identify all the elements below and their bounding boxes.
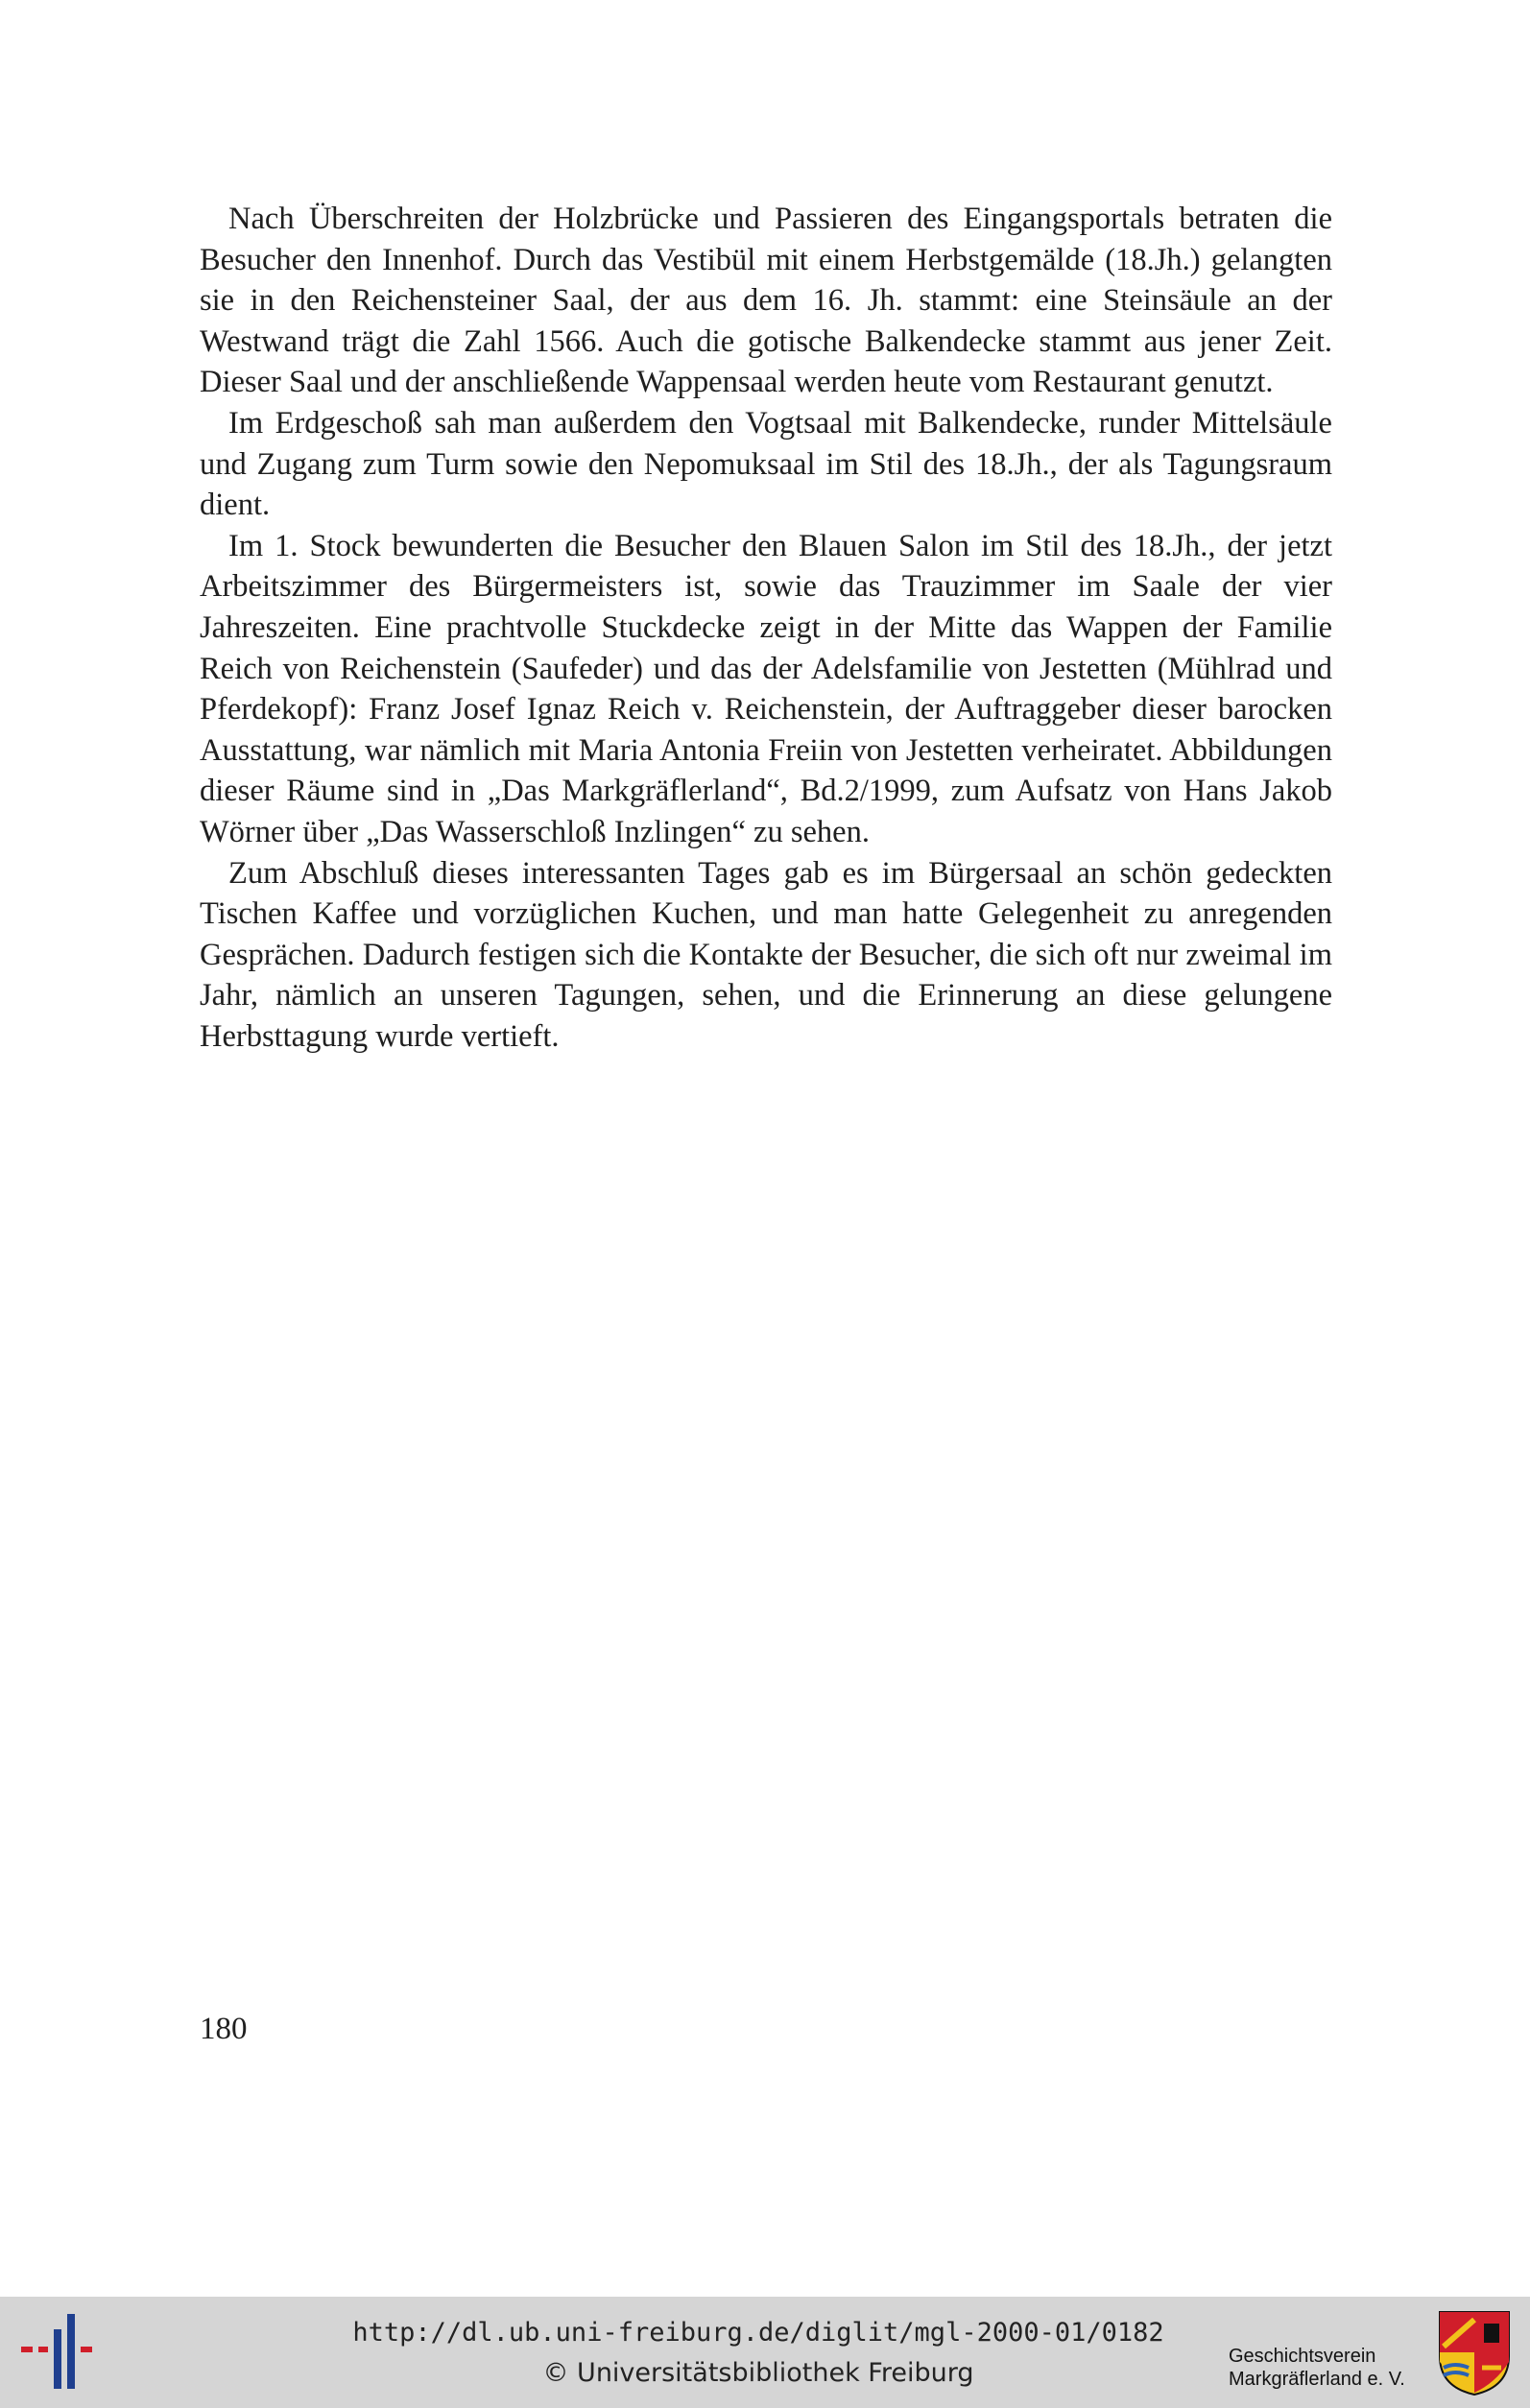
ub-freiburg-logo-icon[interactable] bbox=[19, 2308, 106, 2395]
paragraph-4: Zum Abschluß dieses interessanten Tages gab es im Bürgersaal an schön gedeckten Tischen Kaffee und vorzüglichen Kuchen, und man hatte Gelegenheit zu anregenden Gesprächen. Dadurch festigen sich die Kontakte der Besucher, die sich oft nur zweimal im Jahr, nämlich an unseren Tagungen, sehen, und die Erinnerung an diese gelungene Herbsttagung wurde vertieft. bbox=[200, 855, 1332, 1054]
body-text bbox=[200, 199, 1332, 1057]
society-line-1: Geschichtsverein bbox=[1229, 2346, 1376, 2367]
paragraph-1: Nach Überschreiten der Holzbrücke und Passieren des Eingangsportals betraten die Besucher den Innenhof. Durch das Vestibül mit einem Herbstgemälde (18.Jh.) gelangten sie in den Reichensteiner Saal, der aus dem 16. Jh. stammt: eine Steinsäule an der Westwand trägt die Zahl 1566. Auch die gotische Balkendecke stammt aus jener Zeit. Dieser Saal und der anschließende Wappensaal werden heute vom Restaurant genutzt. bbox=[200, 202, 1332, 400]
coat-of-arms-icon bbox=[1436, 2308, 1513, 2396]
society-line-2: Markgräflerland e. V. bbox=[1229, 2369, 1405, 2390]
copyright-text: © Universitätsbibliothek Freiburg bbox=[542, 2358, 974, 2388]
paragraph-3: Im 1. Stock bewunderten die Besucher den Blauen Salon im Stil des 18.Jh., der jetzt Arbeitszimmer des Bürgermeisters ist, sowie das Trauzimmer im Saale der vier Jahreszeiten. Eine prachtvolle Stuckdecke zeigt in der Mitte das Wappen der Familie Reich von Reichenstein (Saufeder) und das der Adelsfamilie von Jestetten (Mühlrad und Pferdekopf): Franz Josef Ignaz Reich v. Reichenstein, der Auftraggeber dieser barocken Ausstattung, war nämlich mit Maria Antonia Freiin von Jestetten verheiratet. Abbildungen dieser Räume sind in „Das Markgräflerland“, Bd.2/1999, zum Aufsatz von Hans Jakob Wörner über „Das Wasserschloß Inzlingen“ zu sehen. bbox=[200, 528, 1332, 849]
society-name bbox=[1229, 2345, 1430, 2391]
footer-bar bbox=[0, 2297, 1530, 2408]
permalink-url[interactable]: http://dl.ub.uni-freiburg.de/diglit/mgl-2000-01/0182 bbox=[352, 2318, 1164, 2348]
paragraph-2: Im Erdgeschoß sah man außerdem den Vogtsaal mit Balkendecke, runder Mittelsäule und Zugang zum Turm sowie den Nepomuksaal im Stil des 18.Jh., der als Tagungsraum dient. bbox=[200, 405, 1332, 523]
page-number: 180 bbox=[200, 2012, 248, 2046]
